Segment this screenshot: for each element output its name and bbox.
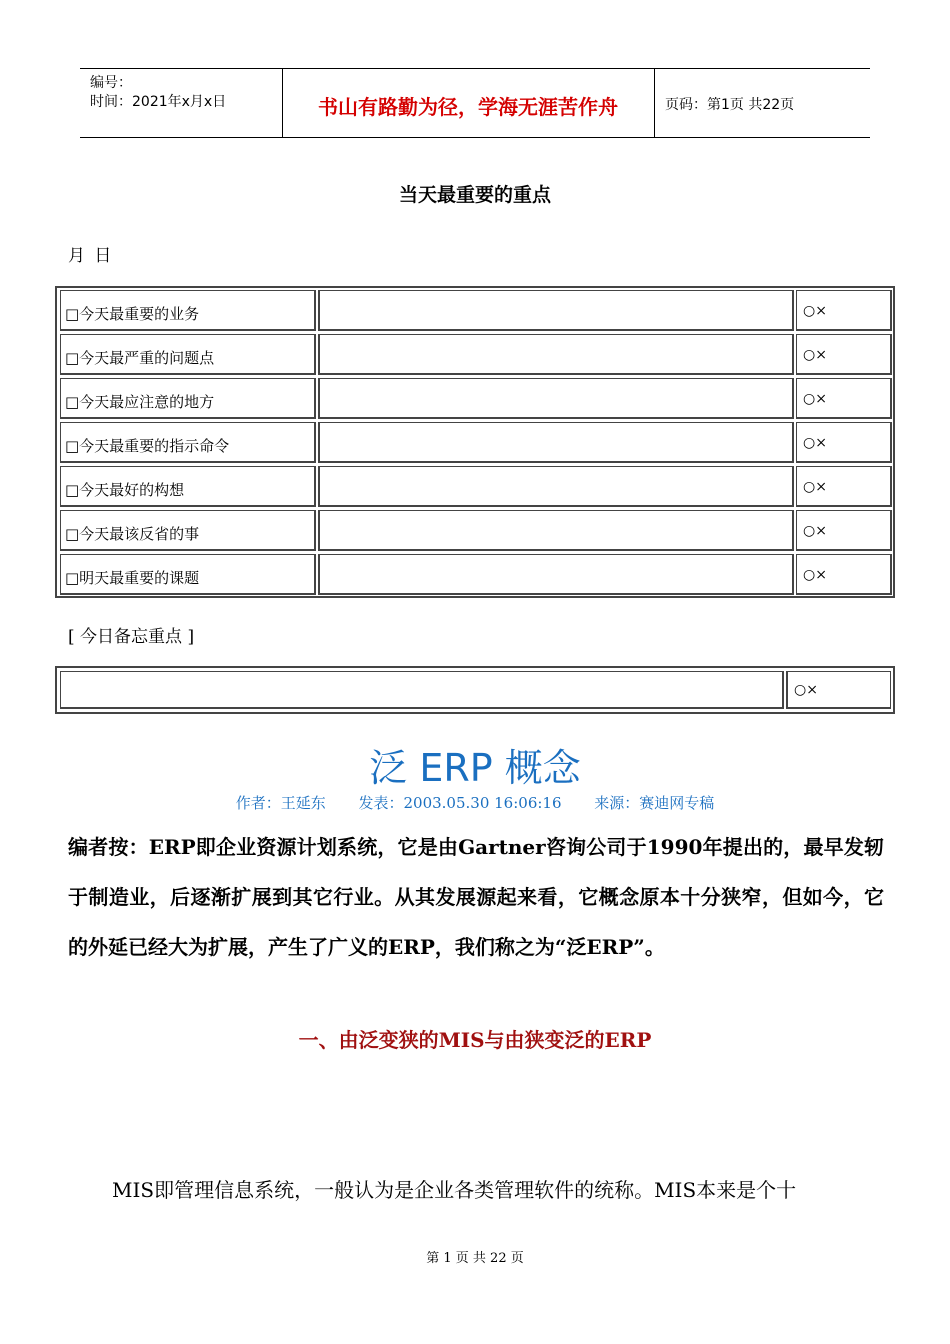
motto: 书山有路勤为径，学海无涯苦作舟 [318, 95, 618, 119]
header-page-cell [655, 69, 870, 137]
editor-note: 编者按：ERP即企业资源计划系统，它是由Gartner咨询公司于1990年提出的，最早发轫于制造业，后逐渐扩展到其它行业。从其发展源起来看，它概念原本十分狭窄，但如今，它的外延已经大为扩展，产生了广义的ERP，我们称之为“泛ERP”。 [68, 835, 884, 959]
row-mark-cell[interactable] [796, 290, 892, 331]
row-value-cell[interactable] [318, 510, 794, 551]
row-mark-cell[interactable] [796, 510, 892, 551]
circle-cross-mark: ○× [803, 303, 827, 319]
memo-label: [ 今日备忘重点 ] [68, 627, 195, 647]
row-value-cell[interactable] [318, 554, 794, 595]
article-source: 来源：赛迪网专稿 [594, 794, 715, 812]
section-heading: 一、由泛变狭的MIS与由狭变泛的ERP [298, 1028, 652, 1052]
table-row [60, 466, 892, 507]
row-mark-cell[interactable] [796, 334, 892, 375]
circle-cross-mark: ○× [794, 682, 818, 698]
table-row [60, 422, 892, 463]
memo-table [55, 666, 895, 714]
header-info-cell [80, 69, 283, 137]
circle-cross-mark: ○× [803, 479, 827, 495]
table-row [60, 510, 892, 551]
row-value-cell[interactable] [318, 378, 794, 419]
circle-cross-mark: ○× [803, 567, 827, 583]
row-label-cell [60, 466, 316, 507]
circle-cross-mark: ○× [803, 391, 827, 407]
page-title: 当天最重要的重点 [398, 184, 551, 206]
table-row [60, 378, 892, 419]
article-title: 泛 ERP 概念 [369, 746, 581, 790]
row-value-cell[interactable] [318, 422, 794, 463]
row-label: □明天最重要的课题 [65, 569, 200, 587]
table-row [60, 334, 892, 375]
row-label: □今天最严重的问题点 [65, 349, 215, 367]
article-meta [0, 792, 950, 813]
row-label-cell [60, 290, 316, 331]
document-header [80, 68, 870, 138]
article-author: 作者：王延东 [235, 794, 326, 812]
row-value-cell[interactable] [318, 290, 794, 331]
row-label: □今天最好的构想 [65, 481, 185, 499]
memo-mark-cell[interactable] [786, 671, 891, 709]
page-counter: 页码：第1页 共22页 [665, 97, 795, 113]
row-label-cell [60, 554, 316, 595]
body-paragraph: MIS即管理信息系统，一般认为是企业各类管理软件的统称。MIS本来是个十 [112, 1178, 797, 1202]
row-label-cell [60, 334, 316, 375]
header-motto-cell [282, 69, 655, 137]
row-mark-cell[interactable] [796, 378, 892, 419]
table-row [60, 290, 892, 331]
article-published: 发表：2003.05.30 16:06:16 [358, 794, 562, 812]
row-label-cell [60, 422, 316, 463]
row-mark-cell[interactable] [796, 466, 892, 507]
row-value-cell[interactable] [318, 466, 794, 507]
row-label: □今天最重要的指示命令 [65, 437, 230, 455]
circle-cross-mark: ○× [803, 347, 827, 363]
circle-cross-mark: ○× [803, 523, 827, 539]
priority-table [55, 286, 895, 598]
row-label: □今天最该反省的事 [65, 525, 200, 543]
date-line: 月 日 [68, 246, 114, 266]
table-row [60, 554, 892, 595]
circle-cross-mark: ○× [803, 435, 827, 451]
memo-input-cell[interactable] [60, 671, 784, 709]
document-time: 时间：2021年x月x日 [90, 94, 227, 110]
row-label: □今天最重要的业务 [65, 305, 200, 323]
row-label-cell [60, 378, 316, 419]
row-label-cell [60, 510, 316, 551]
page-footer: 第 1 页 共 22 页 [426, 1251, 524, 1266]
document-number: 编号： [90, 75, 132, 91]
row-mark-cell[interactable] [796, 422, 892, 463]
row-mark-cell[interactable] [796, 554, 892, 595]
row-label: □今天最应注意的地方 [65, 393, 215, 411]
row-value-cell[interactable] [318, 334, 794, 375]
